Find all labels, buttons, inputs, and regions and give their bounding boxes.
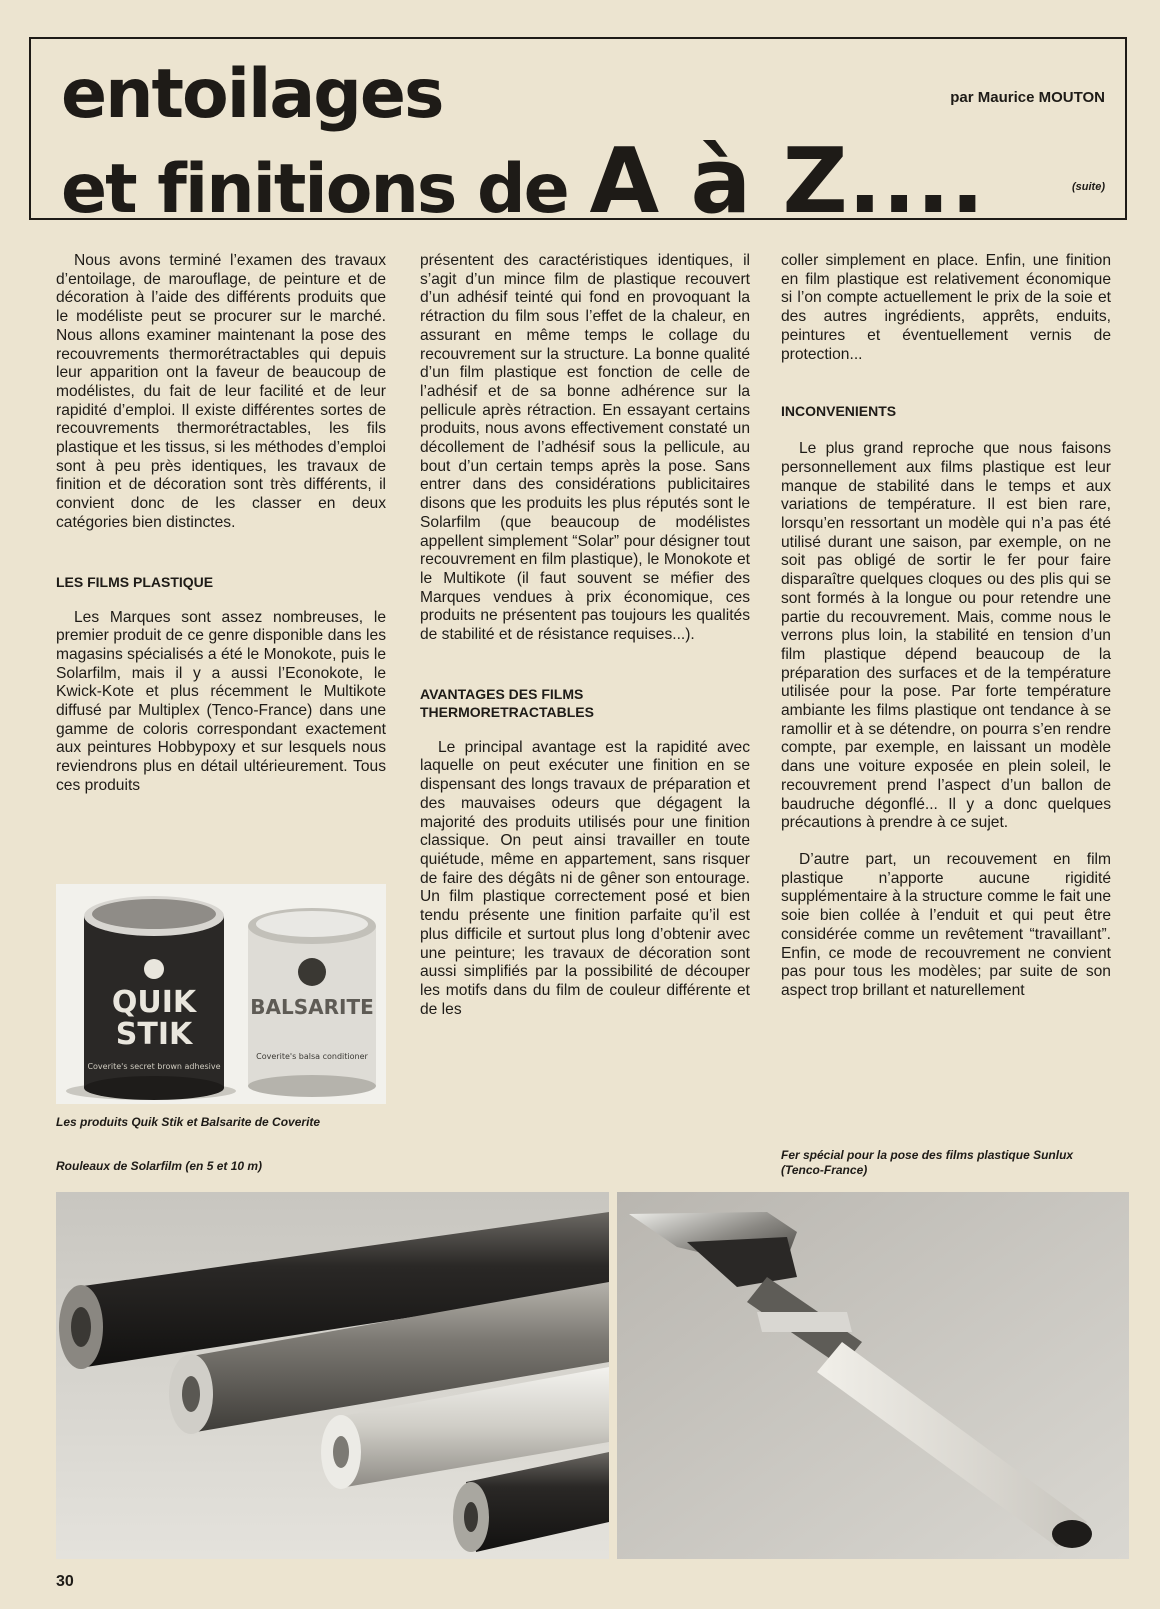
continued-label: (suite) xyxy=(1072,181,1105,193)
page-number: 30 xyxy=(56,1573,74,1590)
photo-quik-stik-balsarite xyxy=(56,884,386,1104)
column-3 xyxy=(781,252,1111,1001)
can2-band-text: Coverite's balsa conditioner xyxy=(256,1052,368,1061)
caption-rolls: Rouleaux de Solarfilm (en 5 et 10 m) xyxy=(56,1159,263,1173)
col3-paragraph-1: coller simplement en place. Enfin, une finition en film plastique est relativement économique si l’on compte actuellement le prix de la soie et des autres ingrédients, apprêts, enduits, peintures et éventuellement vernis de protection... xyxy=(781,252,1111,363)
author-byline: par Maurice MOUTON xyxy=(950,89,1105,106)
column-2 xyxy=(420,252,750,1019)
article-title-line-2 xyxy=(61,129,985,234)
photo-sunlux-iron xyxy=(617,1192,1129,1559)
iron-illustration xyxy=(617,1192,1129,1559)
article-title-line-1: entoilages xyxy=(61,55,443,134)
heading-avantages-line-2: THERMORETRACTABLES xyxy=(420,703,594,720)
can2-text: BALSARITE xyxy=(250,995,374,1019)
heading-films-plastique: LES FILMS PLASTIQUE xyxy=(56,573,214,590)
col3-paragraph-3: D’autre part, un recouvement en film plastique n’apporte aucune rigidité supplémentaire à la structure comme le fait une soie bien collée à l’enduit et qui peut être considérée comme un revêtement “travaillant”. Enfin, ce mode de recouvrement ne convient pas pour tous les modèles; par suite de son aspect trop brillant et naturellement xyxy=(781,850,1111,999)
col2-paragraph-1: présentent des caractéristiques identiques, il s’agit d’un mince film de plastique recouvert d’un adhésif teinté qui fond en provoquant la rétraction du film sous l’effet de la chaleur, en assurant en même temps le collage du recouvrement sur la structure. La bonne qualité d’un film plastique est fonction de celle de l’adhésif et de sa bonne adhérence sur la pellicule après rétraction. En essayant certains produits, nous avons effectivement constaté un décollement de l’adhésif sous la pellicule, au bout d’un certain temps après la pose. Sans entrer dans des considérations publicitaires disons que les produits les plus réputés sont le Solarfilm (que beaucoup de modélistes appellent simplement “Solar” pour désigner tout recouvrement en film plastique), le Monokote et le Multikote (il faut souvent se méfier des Marques vendues à prix économique, ces produits ne présentent pas toujours les qualités de stabilité et de résistance requises...). xyxy=(420,252,750,644)
can1-text-line1: QUIK xyxy=(111,985,197,1020)
article-title-box xyxy=(29,37,1127,234)
caption-cans: Les produits Quik Stik et Balsarite de Coverite xyxy=(56,1115,321,1129)
article-title-line-2a: et finitions de xyxy=(61,150,590,229)
column-1 xyxy=(56,252,386,796)
rolls-illustration xyxy=(56,1192,609,1559)
heading-avantages-line-1: AVANTAGES DES FILMS xyxy=(420,685,584,702)
col1-paragraph-2: Les Marques sont assez nombreuses, le premier produit de ce genre disponible dans les magasins spécialisés a été le Monokote, puis le Solarfilm, mais il y a aussi l’Econokote, le Kwick-Kote et plus récemment le Multikote diffusé par Multiplex (Tenco-France) dans une gamme de coloris correspondant exactement aux peintures Hobbypoxy et sur lesquels nous reviendrons plus en détail ultérieurement. Tous ces produits xyxy=(56,608,386,794)
cans-illustration xyxy=(56,884,386,1104)
photo-solarfilm-rolls xyxy=(56,1192,609,1559)
article-title-a-to-z: A à Z.... xyxy=(589,129,985,234)
col1-paragraph-1: Nous avons terminé l’examen des travaux d’entoilage, de marouflage, de peinture et de décoration à l’aide des différents produits que le modéliste peut se procurer sur le marché. Nous allons examiner maintenant la pose des recouvrements thermorétractables qui depuis leur apparition ont la faveur de beaucoup de modélistes, du fait de leur facilité et de leur rapidité d’emploi. Il existe différentes sortes de recouvrements thermorétractables, les fils plastique et les tissus, si les méthodes d’emploi sont à peu près identiques, les travaux de finition et de décoration sont très différents, il convient donc de les classer en deux catégories bien distinctes. xyxy=(56,252,386,531)
caption-iron: Fer spécial pour la pose des films plastique Sunlux (Tenco-France) xyxy=(781,1148,1074,1177)
can1-text-line2: STIK xyxy=(115,1017,193,1052)
col3-paragraph-2: Le plus grand reproche que nous faisons personnellement aux films plastique est leur manque de stabilité dans le temps et aux variations de température. Il est bien rare, lorsqu’en ressortant un modèle qui n’a pas été utilisé durant une saison, par exemple, on ne soit pas obligé de sortir le fer pour faire disparaître quelques cloques ou des plis qui se sont formés à la longue ou pour retendre une partie du recouvrement. Mais, comme nous le verrons plus loin, la stabilité en tension d’un film plastique dépend beaucoup de la préparation des surfaces et de la température utilisée pour la pose. Par forte température ambiante les films plastique ont tendance à se ramollir et à se détendre, on pourra s’en rendre compte, par exemple, en laissant un modèle dans une voiture exposée en plein soleil, le recouvrement prend l’aspect d’un ballon de baudruche dégonflé... Il y a donc quelques précautions à prendre à ce sujet. xyxy=(781,440,1111,832)
can1-band-text: Coverite's secret brown adhesive xyxy=(87,1062,221,1071)
heading-inconvenients: INCONVENIENTS xyxy=(781,403,897,420)
col2-paragraph-2: Le principal avantage est la rapidité avec laquelle on peut exécuter une finition en se dispensant des longs travaux de préparation et des mauvaises odeurs que dégagent la majorité des produits utilisés pour une finition classique. On peut ainsi travailler en toute quiétude, même en appartement, sans risquer de faire des dégâts ni de gêner son entourage. Un film plastique correctement posé et bien tendu présente une finition parfaite qu’il est plus difficile et surtout plus long d’obtenir avec une peinture; les travaux de décoration sont aussi simplifiés par la possibilité de découper les motifs dans du film de couleur différente et de les xyxy=(420,738,750,1018)
